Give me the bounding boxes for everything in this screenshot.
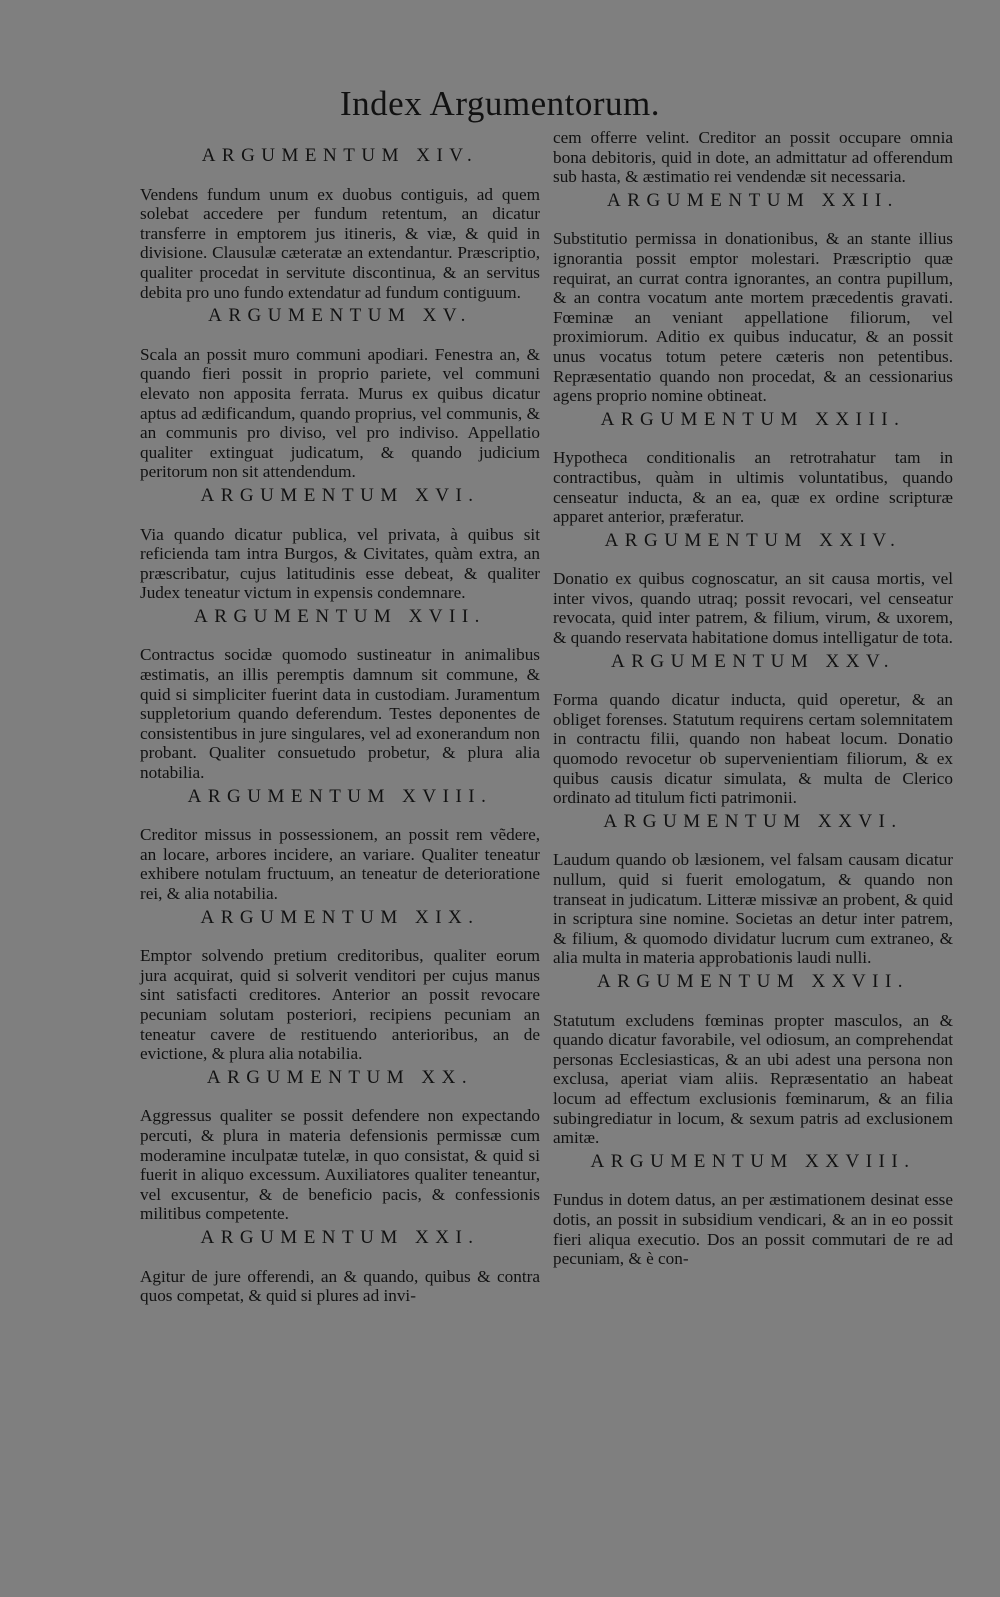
argument-block — [140, 607, 540, 783]
argument-block — [553, 531, 953, 648]
argument-block — [140, 1228, 540, 1306]
argument-text: Contractus socidæ quomodo sustineatur in animalibus æstimatis, an illis peremptis damnum sit commune, & quid si simpliciter fuerint data in custodiam. Juramentum suppletorium quando deferendum. Testes deponentes de consistentibus in jure singulares, vel ad exonerandum non probant. Qualiter consuetudo probetur, & plura alia notabilia. — [140, 645, 540, 783]
argument-heading: ARGUMENTUM XIX. — [200, 906, 480, 928]
argument-block — [553, 191, 953, 406]
argument-block — [553, 972, 953, 1148]
left-column — [140, 142, 540, 1306]
argument-heading: ARGUMENTUM XVI. — [200, 484, 480, 506]
argument-heading: ARGUMENTUM XX. — [206, 1066, 474, 1088]
argument-heading: ARGUMENTUM XXIV. — [604, 529, 902, 551]
argument-heading: ARGUMENTUM XIV. — [201, 145, 479, 166]
argument-heading: ARGUMENTUM XVIII. — [187, 785, 493, 807]
argument-text: Aggressus qualiter se possit defendere non expectando percuti, & plura in materia defensionis permissæ cum moderamine inculpatæ tutelæ, in quo consistat, & quid si fuerit in aliquo excessum. Auxiliatores qualiter teneantur, vel excusentur, & de beneficio pacis, & confessionis militibus competente. — [140, 1106, 540, 1224]
argument-block — [553, 652, 953, 808]
argument-text: Substitutio permissa in donationibus, & an stante illius ignorantia possit emptor molestari. Præscriptio quæ requirat, an currat contra ignorantes, an contra pupillum, & an contra vocatum ante mortem præcedentis gravati. Fœminæ an veniant appellatione filiorum, vel proximiorum. Aditio ex quibus inducatur, & an possit unus vocatus totum petere cæteris non petentibus. Repræsentatio quando non procedat, & an cessionarius agens proprio nomine obtineat. — [553, 229, 953, 406]
argument-block — [140, 486, 540, 603]
right-column — [553, 128, 953, 1269]
argument-text: Statutum excludens fœminas propter masculos, an & quando dicatur favorabile, vel odiosum, an comprehendat personas Ecclesiasticas, & an ubi adest una persona non exclusa, aperiat viam aliis. Repræsentatio an habeat locum ad effectum exclusionis fœminarum, & an filia subingrediatur in locum, & sexum patris ad exclusionem amitæ. — [553, 1010, 953, 1148]
argument-text: Agitur de jure offerendi, an & quando, quibus & contra quos competat, & quid si plures ad invi- — [140, 1266, 540, 1306]
argument-heading: ARGUMENTUM XXII. — [607, 189, 899, 211]
argument-text: Fundus in dotem datus, an per æstimationem desinat esse dotis, an possit in subsidium vendicari, & an in eo possit fieri aliqua executio. Dos an possit commutari de re ad pecuniam, & è con- — [553, 1190, 953, 1269]
argument-block — [140, 908, 540, 1064]
argument-text: Laudum quando ob læsionem, vel falsam causam dicatur nullum, quid si fuerit emologatum, & quando non transeat in judicatum. Litteræ missivæ an probent, & quid in scriptura sine nomine. Societas an detur inter patrem, & filium, & quomodo dividatur lucrum cum extraneo, & alia multa in materia approbationis laudi nulli. — [553, 850, 953, 968]
argument-block — [553, 410, 953, 527]
argument-block — [140, 1068, 540, 1224]
argument-block — [553, 812, 953, 968]
argument-block — [553, 1152, 953, 1269]
argument-text: Donatio ex quibus cognoscatur, an sit causa mortis, vel inter vivos, quando utraq; possit revocari, vel censeatur revocata, quid inter patrem, & filium, virum, & uxorem, & quando reservata habitatione domus intelligatur de tota. — [553, 569, 953, 648]
page-title: Index Argumentorum. — [340, 84, 660, 123]
argument-text: cem offerre velint. Creditor an possit occupare omnia bona debitoris, quid in dote, an admittatur ad offerendum sub hasta, & æstimatio rei vendendæ sit necessaria. — [553, 128, 953, 187]
argument-text: Hypotheca conditionalis an retrotrahatur tam in contractibus, quàm in ultimis voluntatibus, quando censeatur inducta, & an ea, quæ ex ordine scripturæ apparet anterior, præferatur. — [553, 448, 953, 527]
argument-heading: ARGUMENTUM XXV. — [611, 650, 895, 672]
argument-text: Vendens fundum unum ex duobus contiguis, ad quem solebat accedere per fundum retentum, an dicatur transferre in emptorem jus itineris, & viæ, & quid in divisione. Clausulæ cæteratæ an extendantur. Præscriptio, qualiter procedat in servitute discontinua, & an servitus debita pro uno fundo extendatur ad fundum contiguum. — [140, 184, 540, 302]
argument-block — [140, 787, 540, 904]
argument-continuation — [553, 128, 953, 187]
argument-block — [140, 306, 540, 482]
argument-text: Via quando dicatur publica, vel privata, à quibus sit reficienda tam intra Burgos, & Civitates, quàm extra, an præscribatur, cujus latitudinis esse debeat, & qualiter Judex teneatur victum in expensis condemnare. — [140, 524, 540, 603]
argument-heading: ARGUMENTUM XXI. — [200, 1226, 480, 1248]
argument-heading: ARGUMENTUM XXVI. — [603, 810, 903, 832]
argument-heading: ARGUMENTUM XXVIII. — [590, 1150, 916, 1172]
argument-block — [140, 146, 540, 302]
argument-heading: ARGUMENTUM XXIII. — [600, 408, 906, 430]
argument-heading: ARGUMENTUM XVII. — [194, 605, 486, 627]
argument-text: Scala an possit muro communi apodiari. Fenestra an, & quando fieri possit in proprio pariete, vel communi elevato non apposita ferrata. Murus ex quibus dicatur aptus ad ædificandum, quando proprius, vel communis, & an communis pro diviso, vel pro indiviso. Appellatio qualiter extinguat judicatum, & quando judicium peritorum non sit attendendum. — [140, 344, 540, 482]
argument-text: Creditor missus in possessionem, an possit rem vẽdere, an locare, arbores incidere, an variare. Qualiter teneatur exhibere notulam fructuum, an teneatur de deterioratione rei, & alia notabilia. — [140, 825, 540, 903]
argument-text: Forma quando dicatur inducta, quid operetur, & an obliget forenses. Statutum requirens certam solemnitatem in contractu filii, quando non habeat locum. Donatio quomodo revocetur ob supervenientiam filiorum, & ex quibus causis dicatur simulata, & multa de Clerico ordinato ad titulum ficti patrimonii. — [553, 690, 953, 808]
argument-heading: ARGUMENTUM XV. — [208, 305, 472, 327]
argument-heading: ARGUMENTUM XXVII. — [596, 970, 910, 992]
argument-text: Emptor solvendo pretium creditoribus, qualiter eorum jura acquirat, quid si solverit venditori per cujus manus sint satisfacti creditores. Anterior an possit revocare pecuniam solutam posteriori, recipiens pecuniam an teneatur cavere de restituendo anterioribus, an de evictione, & plura alia notabilia. — [140, 946, 540, 1064]
